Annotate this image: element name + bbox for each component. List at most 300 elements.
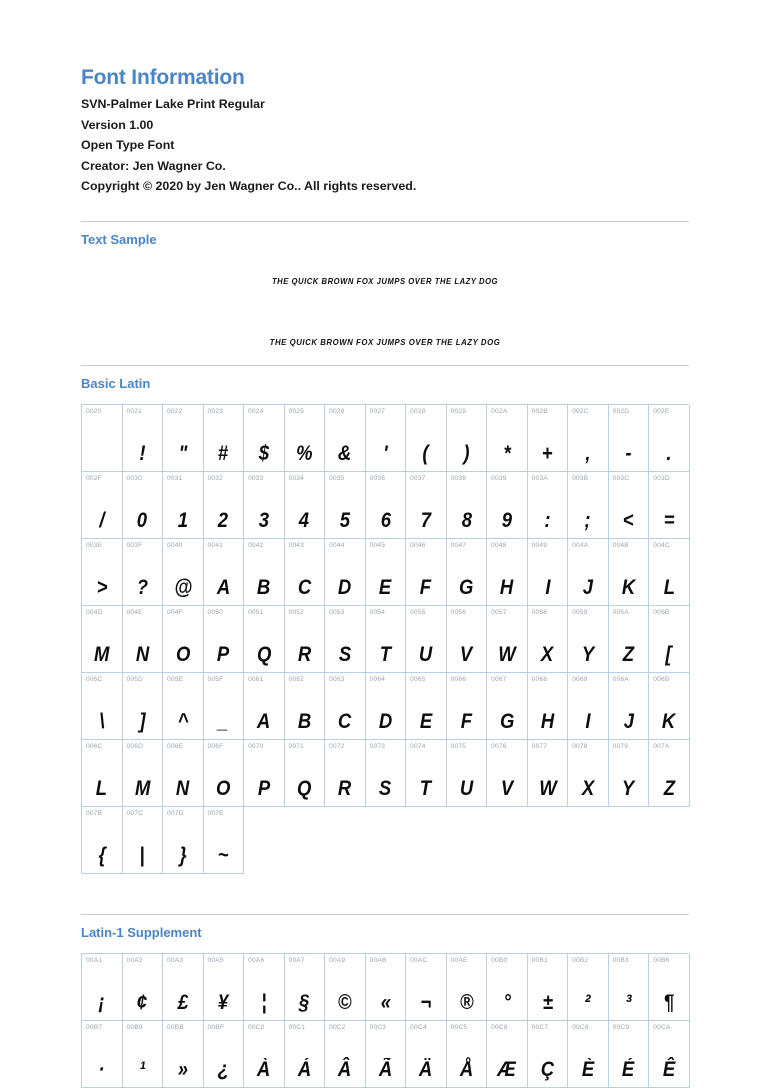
- glyph-cell[interactable]: [325, 405, 366, 472]
- glyph-sample: M: [134, 776, 150, 800]
- glyph-cell[interactable]: [123, 1021, 164, 1088]
- glyph-codepoint-label: 007C: [126, 809, 144, 817]
- glyph-sample: G: [499, 709, 515, 733]
- font-format: Open Type Font: [81, 138, 175, 152]
- glyph-cell[interactable]: [163, 606, 204, 673]
- glyph-cell[interactable]: [406, 673, 447, 740]
- glyph-codepoint-label: 00CA: [653, 1023, 671, 1031]
- glyph-sample: T: [420, 776, 432, 800]
- glyph-sample: 3: [258, 508, 269, 532]
- font-specimen-page: [81, 0, 689, 1088]
- glyph-sample: Ã: [378, 1057, 393, 1081]
- glyph-cell[interactable]: [82, 1021, 123, 1088]
- glyph-sample: U: [419, 642, 433, 666]
- glyph-sample: P: [217, 642, 230, 666]
- page-title: Font Information: [81, 66, 245, 89]
- glyph-cell[interactable]: [528, 673, 569, 740]
- glyph-codepoint-label: 0042: [248, 541, 264, 549]
- glyph-sample: I: [585, 709, 591, 733]
- glyph-sample: ¦: [261, 990, 267, 1014]
- glyph-codepoint-label: 00B1: [531, 956, 548, 964]
- glyph-cell[interactable]: [82, 606, 123, 673]
- glyph-cell[interactable]: [447, 954, 488, 1021]
- glyph-cell[interactable]: [568, 539, 609, 606]
- glyph-cell[interactable]: [163, 405, 204, 472]
- glyph-cell[interactable]: [325, 1021, 366, 1088]
- glyph-cell[interactable]: [82, 740, 123, 807]
- section-title-text-sample: Text Sample: [81, 231, 157, 247]
- glyph-sample: £: [177, 990, 188, 1014]
- glyph-sample: ®: [459, 990, 474, 1014]
- glyph-codepoint-label: 003D: [653, 474, 670, 482]
- glyph-sample: F: [460, 709, 473, 733]
- header-spacer: [81, 197, 689, 221]
- glyph-sample: {: [98, 843, 106, 867]
- glyph-codepoint-label: 00A1: [86, 956, 103, 964]
- glyph-cell[interactable]: [366, 954, 407, 1021]
- glyph-sample: Æ: [497, 1057, 517, 1081]
- glyph-cell[interactable]: [406, 472, 447, 539]
- glyph-sample: ¿: [217, 1057, 229, 1081]
- glyph-cell[interactable]: [406, 740, 447, 807]
- glyph-sample: É: [622, 1057, 635, 1081]
- glyph-cell[interactable]: [82, 807, 123, 874]
- glyph-codepoint-label: 004E: [126, 608, 143, 616]
- glyph-codepoint-label: 0068: [531, 675, 548, 683]
- glyph-cell[interactable]: [366, 1021, 407, 1088]
- glyph-sample: O: [216, 776, 231, 800]
- glyph-sample: B: [297, 709, 312, 733]
- glyph-cell[interactable]: [82, 954, 123, 1021]
- glyph-cell[interactable]: [244, 539, 285, 606]
- glyph-sample: H: [540, 709, 555, 733]
- glyph-codepoint-label: 005B: [653, 608, 670, 616]
- glyph-cell[interactable]: [204, 673, 245, 740]
- glyph-cell[interactable]: [123, 740, 164, 807]
- glyph-sample: W: [498, 642, 516, 666]
- glyph-cell[interactable]: [163, 740, 204, 807]
- glyph-sample: §: [299, 990, 310, 1014]
- glyph-sample: ¢: [137, 990, 148, 1014]
- glyph-sample: |: [139, 843, 145, 867]
- glyph-codepoint-label: 007E: [207, 809, 224, 817]
- glyph-cell[interactable]: [82, 673, 123, 740]
- glyph-codepoint-label: 0048: [491, 541, 507, 549]
- glyph-codepoint-label: 0027: [369, 407, 386, 415]
- glyph-sample: V: [500, 776, 514, 800]
- glyph-cell[interactable]: [528, 740, 569, 807]
- glyph-cell[interactable]: [447, 539, 488, 606]
- font-creator: Creator: Jen Wagner Co.: [81, 158, 226, 173]
- glyph-cell[interactable]: [285, 954, 326, 1021]
- glyph-cell[interactable]: [244, 1021, 285, 1088]
- glyph-codepoint-label: 006B: [653, 675, 670, 683]
- glyph-cell[interactable]: [487, 606, 528, 673]
- glyph-sample: ?: [136, 575, 148, 599]
- glyph-cell[interactable]: [487, 954, 528, 1021]
- glyph-cell[interactable]: [82, 539, 123, 606]
- glyph-cell[interactable]: [447, 1021, 488, 1088]
- glyph-cell[interactable]: [204, 1021, 245, 1088]
- glyph-codepoint-label: 0040: [167, 541, 183, 549]
- glyph-sample: ¡: [98, 990, 105, 1014]
- glyph-sample: J: [623, 709, 634, 733]
- glyph-cell[interactable]: [649, 539, 690, 606]
- glyph-codepoint-label: 005D: [126, 675, 144, 683]
- glyph-cell[interactable]: [163, 472, 204, 539]
- glyph-sample: Y: [581, 642, 595, 666]
- glyph-cell[interactable]: [649, 472, 690, 539]
- glyph-cell[interactable]: [123, 405, 164, 472]
- glyph-cell[interactable]: [123, 606, 164, 673]
- glyph-cell[interactable]: [568, 405, 609, 472]
- section-title-basic-latin: Basic Latin: [81, 375, 151, 391]
- glyph-codepoint-label: 007B: [86, 809, 103, 817]
- glyph-codepoint-label: 0072: [329, 742, 345, 750]
- glyph-codepoint-label: 005A: [612, 608, 629, 616]
- glyph-cell[interactable]: [366, 472, 407, 539]
- glyph-codepoint-label: 002A: [491, 407, 508, 415]
- glyph-cell[interactable]: [285, 740, 326, 807]
- glyph-cell[interactable]: [609, 740, 650, 807]
- glyph-sample: H: [500, 575, 514, 599]
- glyph-codepoint-label: 007A: [653, 742, 670, 750]
- glyph-cell[interactable]: [244, 954, 285, 1021]
- glyph-cell[interactable]: [163, 954, 204, 1021]
- grid-spacer: [81, 874, 689, 914]
- glyph-cell[interactable]: [406, 954, 447, 1021]
- font-metadata-list: [81, 94, 689, 197]
- glyph-codepoint-label: 0035: [329, 474, 345, 482]
- glyph-cell[interactable]: [325, 673, 366, 740]
- glyph-sample: Q: [297, 776, 312, 800]
- glyph-cell[interactable]: [244, 405, 285, 472]
- glyph-cell[interactable]: [568, 606, 609, 673]
- glyph-sample: ·: [98, 1057, 105, 1081]
- glyph-cell[interactable]: [528, 1021, 569, 1088]
- glyph-codepoint-label: 0038: [450, 474, 467, 482]
- glyph-codepoint-label: 0032: [207, 474, 224, 482]
- glyph-cell[interactable]: [366, 405, 407, 472]
- glyph-cell[interactable]: [447, 405, 488, 472]
- glyph-cell[interactable]: [82, 472, 123, 539]
- glyph-sample: 6: [380, 508, 391, 532]
- glyph-sample: @: [173, 575, 192, 599]
- glyph-cell[interactable]: [487, 673, 528, 740]
- glyph-cell[interactable]: [649, 673, 690, 740]
- section-latin-1-supplement: [81, 914, 689, 1088]
- glyph-cell[interactable]: [163, 1021, 204, 1088]
- glyph-cell[interactable]: [649, 1021, 690, 1088]
- glyph-codepoint-label: 0030: [126, 474, 142, 482]
- glyph-cell[interactable]: [285, 405, 326, 472]
- glyph-codepoint-label: 0055: [410, 608, 426, 616]
- glyph-codepoint-label: 004A: [572, 541, 589, 549]
- glyph-codepoint-label: 0064: [369, 675, 386, 683]
- glyph-row: [82, 405, 689, 472]
- glyph-cell[interactable]: [528, 472, 569, 539]
- glyph-cell[interactable]: [204, 539, 245, 606]
- glyph-sample: }: [179, 843, 187, 867]
- glyph-cell[interactable]: [609, 405, 650, 472]
- glyph-sample: ": [178, 441, 188, 465]
- glyph-codepoint-label: 0054: [369, 608, 386, 616]
- glyph-codepoint-label: 0020: [86, 407, 102, 415]
- glyph-cell[interactable]: [204, 472, 245, 539]
- glyph-codepoint-label: 006C: [86, 742, 103, 750]
- glyph-codepoint-label: 0066: [450, 675, 467, 683]
- glyph-codepoint-label: 0023: [207, 407, 224, 415]
- glyph-cell[interactable]: [123, 673, 164, 740]
- glyph-sample: [82, 418, 122, 471]
- glyph-cell[interactable]: [123, 539, 164, 606]
- font-copyright: Copyright © 2020 by Jen Wagner Co.. All rights reserved.: [81, 179, 417, 193]
- glyph-cell[interactable]: [244, 673, 285, 740]
- glyph-codepoint-label: 0059: [572, 608, 588, 616]
- glyph-cell[interactable]: [568, 954, 609, 1021]
- glyph-sample: Ç: [540, 1057, 555, 1081]
- glyph-codepoint-label: 0077: [531, 742, 548, 750]
- glyph-codepoint-label: 004F: [167, 608, 183, 616]
- glyph-codepoint-label: 00B2: [572, 956, 589, 964]
- glyph-sample: [: [665, 642, 673, 666]
- glyph-cell[interactable]: [325, 954, 366, 1021]
- glyph-codepoint-label: 0033: [248, 474, 264, 482]
- glyph-codepoint-label: 00AB: [369, 956, 387, 964]
- glyph-codepoint-label: 00BB: [167, 1023, 184, 1031]
- glyph-cell[interactable]: [163, 807, 204, 874]
- glyph-cell[interactable]: [244, 740, 285, 807]
- glyph-codepoint-label: 005C: [86, 675, 103, 683]
- glyph-cell[interactable]: [487, 405, 528, 472]
- glyph-cell[interactable]: [609, 954, 650, 1021]
- glyph-codepoint-label: 00A9: [329, 956, 346, 964]
- glyph-sample: Å: [459, 1057, 474, 1081]
- glyph-sample: 8: [461, 508, 472, 532]
- glyph-codepoint-label: 005F: [207, 675, 224, 683]
- glyph-sample: ³: [625, 990, 632, 1014]
- glyph-codepoint-label: 0047: [450, 541, 467, 549]
- glyph-cell[interactable]: [244, 606, 285, 673]
- glyph-cell[interactable]: [568, 472, 609, 539]
- glyph-sample: ²: [584, 990, 592, 1014]
- glyph-codepoint-label: 006E: [167, 742, 184, 750]
- glyph-sample: %: [296, 441, 313, 465]
- glyph-cell[interactable]: [528, 405, 569, 472]
- glyph-cell[interactable]: [568, 1021, 609, 1088]
- glyph-cell[interactable]: [406, 1021, 447, 1088]
- glyph-cell[interactable]: [568, 740, 609, 807]
- glyph-cell[interactable]: [528, 954, 569, 1021]
- glyph-sample: R: [297, 642, 312, 666]
- glyph-codepoint-label: 00C0: [248, 1023, 265, 1031]
- glyph-sample: X: [541, 642, 554, 666]
- glyph-sample: N: [176, 776, 190, 800]
- glyph-codepoint-label: 003C: [612, 474, 630, 482]
- glyph-sample: 4: [299, 508, 310, 532]
- glyph-codepoint-label: 002B: [531, 407, 548, 415]
- glyph-cell[interactable]: [528, 606, 569, 673]
- glyph-cell[interactable]: [204, 606, 245, 673]
- glyph-sample: Z: [622, 642, 635, 666]
- glyph-sample: 2: [218, 508, 229, 532]
- glyph-cell[interactable]: [204, 807, 245, 874]
- glyph-codepoint-label: 0070: [248, 742, 264, 750]
- glyph-cell[interactable]: [609, 673, 650, 740]
- glyph-codepoint-label: 0062: [288, 675, 305, 683]
- glyph-cell[interactable]: [366, 606, 407, 673]
- glyph-sample: V: [460, 642, 473, 666]
- glyph-sample: *: [503, 441, 511, 465]
- glyph-codepoint-label: 00C1: [288, 1023, 306, 1031]
- glyph-grid-latin-1-supplement: [81, 953, 689, 1088]
- glyph-codepoint-label: 0029: [450, 407, 467, 415]
- glyph-codepoint-label: 0053: [329, 608, 345, 616]
- glyph-cell[interactable]: [609, 539, 650, 606]
- glyph-codepoint-label: 0031: [167, 474, 183, 482]
- glyph-codepoint-label: 0025: [288, 407, 305, 415]
- glyph-cell[interactable]: [649, 954, 690, 1021]
- glyph-cell[interactable]: [609, 606, 650, 673]
- glyph-sample: ~: [217, 843, 229, 867]
- glyph-cell[interactable]: [204, 740, 245, 807]
- glyph-cell[interactable]: [406, 405, 447, 472]
- glyph-codepoint-label: 0022: [167, 407, 183, 415]
- glyph-sample: =: [663, 508, 675, 532]
- glyph-cell[interactable]: [163, 539, 204, 606]
- glyph-row: [82, 740, 689, 807]
- glyph-cell[interactable]: [649, 606, 690, 673]
- glyph-codepoint-label: 00AC: [410, 956, 428, 964]
- glyph-sample: A: [216, 575, 230, 599]
- glyph-codepoint-label: 003E: [86, 541, 103, 549]
- glyph-cell[interactable]: [406, 539, 447, 606]
- glyph-cell[interactable]: [487, 1021, 528, 1088]
- glyph-sample: Y: [622, 776, 635, 800]
- glyph-sample: E: [419, 709, 433, 733]
- glyph-cell[interactable]: [568, 673, 609, 740]
- section-text-sample: [81, 221, 689, 365]
- glyph-cell[interactable]: [123, 954, 164, 1021]
- glyph-sample: O: [175, 642, 190, 666]
- glyph-cell[interactable]: [487, 539, 528, 606]
- glyph-sample: C: [297, 575, 312, 599]
- glyph-codepoint-label: 00C5: [450, 1023, 468, 1031]
- glyph-cell[interactable]: [487, 740, 528, 807]
- glyph-cell[interactable]: [366, 539, 407, 606]
- glyph-cell[interactable]: [285, 606, 326, 673]
- glyph-sample: .: [666, 441, 672, 465]
- glyph-cell[interactable]: [163, 673, 204, 740]
- glyph-cell[interactable]: [447, 740, 488, 807]
- glyph-cell[interactable]: [285, 539, 326, 606]
- glyph-cell[interactable]: [123, 472, 164, 539]
- glyph-sample: _: [218, 709, 229, 733]
- glyph-cell[interactable]: [649, 740, 690, 807]
- glyph-sample: Q: [256, 642, 272, 666]
- glyph-row: [82, 673, 689, 740]
- glyph-sample: 1: [177, 508, 188, 532]
- glyph-sample: N: [135, 642, 149, 666]
- glyph-codepoint-label: 00C8: [572, 1023, 589, 1031]
- glyph-codepoint-label: 00C2: [329, 1023, 346, 1031]
- glyph-row: [82, 606, 689, 673]
- glyph-cell[interactable]: [285, 673, 326, 740]
- glyph-cell[interactable]: [285, 1021, 326, 1088]
- glyph-codepoint-label: 006A: [612, 675, 629, 683]
- glyph-sample: ;: [584, 508, 592, 532]
- glyph-sample: 7: [420, 508, 432, 532]
- glyph-cell[interactable]: [204, 405, 245, 472]
- glyph-cell[interactable]: [447, 606, 488, 673]
- glyph-cell[interactable]: [285, 472, 326, 539]
- glyph-cell[interactable]: [406, 606, 447, 673]
- glyph-sample: C: [338, 709, 352, 733]
- glyph-cell[interactable]: [325, 472, 366, 539]
- glyph-row: [82, 954, 689, 1021]
- glyph-sample: :: [544, 508, 551, 532]
- glyph-codepoint-label: 007D: [167, 809, 184, 817]
- glyph-grid-basic-latin: [81, 404, 689, 874]
- glyph-row: [82, 807, 689, 874]
- glyph-sample: F: [420, 575, 432, 599]
- glyph-sample: L: [663, 575, 675, 599]
- glyph-sample: W: [538, 776, 557, 800]
- text-sample-block: [81, 247, 689, 365]
- glyph-codepoint-label: 0067: [491, 675, 507, 683]
- glyph-cell[interactable]: [487, 472, 528, 539]
- glyph-sample: Z: [663, 776, 675, 800]
- font-information-header: [81, 0, 689, 197]
- glyph-cell[interactable]: [528, 539, 569, 606]
- text-sample-line-2: THE QUICK BROWN FOX JUMPS OVER THE LAZY DOG: [269, 336, 501, 347]
- glyph-codepoint-label: 0075: [450, 742, 467, 750]
- glyph-cell[interactable]: [244, 472, 285, 539]
- glyph-codepoint-label: 00A3: [167, 956, 184, 964]
- glyph-sample: D: [378, 709, 393, 733]
- glyph-cell[interactable]: [447, 673, 488, 740]
- glyph-codepoint-label: 003F: [126, 541, 143, 549]
- glyph-sample: ¬: [420, 990, 432, 1014]
- glyph-cell[interactable]: [325, 539, 366, 606]
- glyph-cell[interactable]: [366, 740, 407, 807]
- glyph-sample: /: [99, 508, 105, 532]
- glyph-cell[interactable]: [82, 405, 123, 472]
- glyph-cell[interactable]: [447, 472, 488, 539]
- glyph-cell[interactable]: [609, 472, 650, 539]
- glyph-cell[interactable]: [649, 405, 690, 472]
- glyph-codepoint-label: 00A6: [248, 956, 265, 964]
- glyph-sample: P: [257, 776, 270, 800]
- glyph-sample: Á: [297, 1057, 312, 1081]
- glyph-sample: !: [139, 441, 146, 465]
- glyph-codepoint-label: 0076: [491, 742, 507, 750]
- glyph-sample: J: [582, 575, 594, 599]
- glyph-cell[interactable]: [325, 740, 366, 807]
- glyph-cell[interactable]: [325, 606, 366, 673]
- glyph-codepoint-label: 0043: [288, 541, 305, 549]
- glyph-sample: +: [542, 441, 553, 465]
- glyph-codepoint-label: 004D: [86, 608, 103, 616]
- glyph-codepoint-label: 0045: [369, 541, 386, 549]
- glyph-codepoint-label: 0057: [491, 608, 507, 616]
- glyph-cell[interactable]: [123, 807, 164, 874]
- glyph-sample: -: [625, 441, 632, 465]
- glyph-codepoint-label: 0037: [410, 474, 426, 482]
- glyph-cell[interactable]: [366, 673, 407, 740]
- glyph-cell[interactable]: [204, 954, 245, 1021]
- glyph-cell[interactable]: [609, 1021, 650, 1088]
